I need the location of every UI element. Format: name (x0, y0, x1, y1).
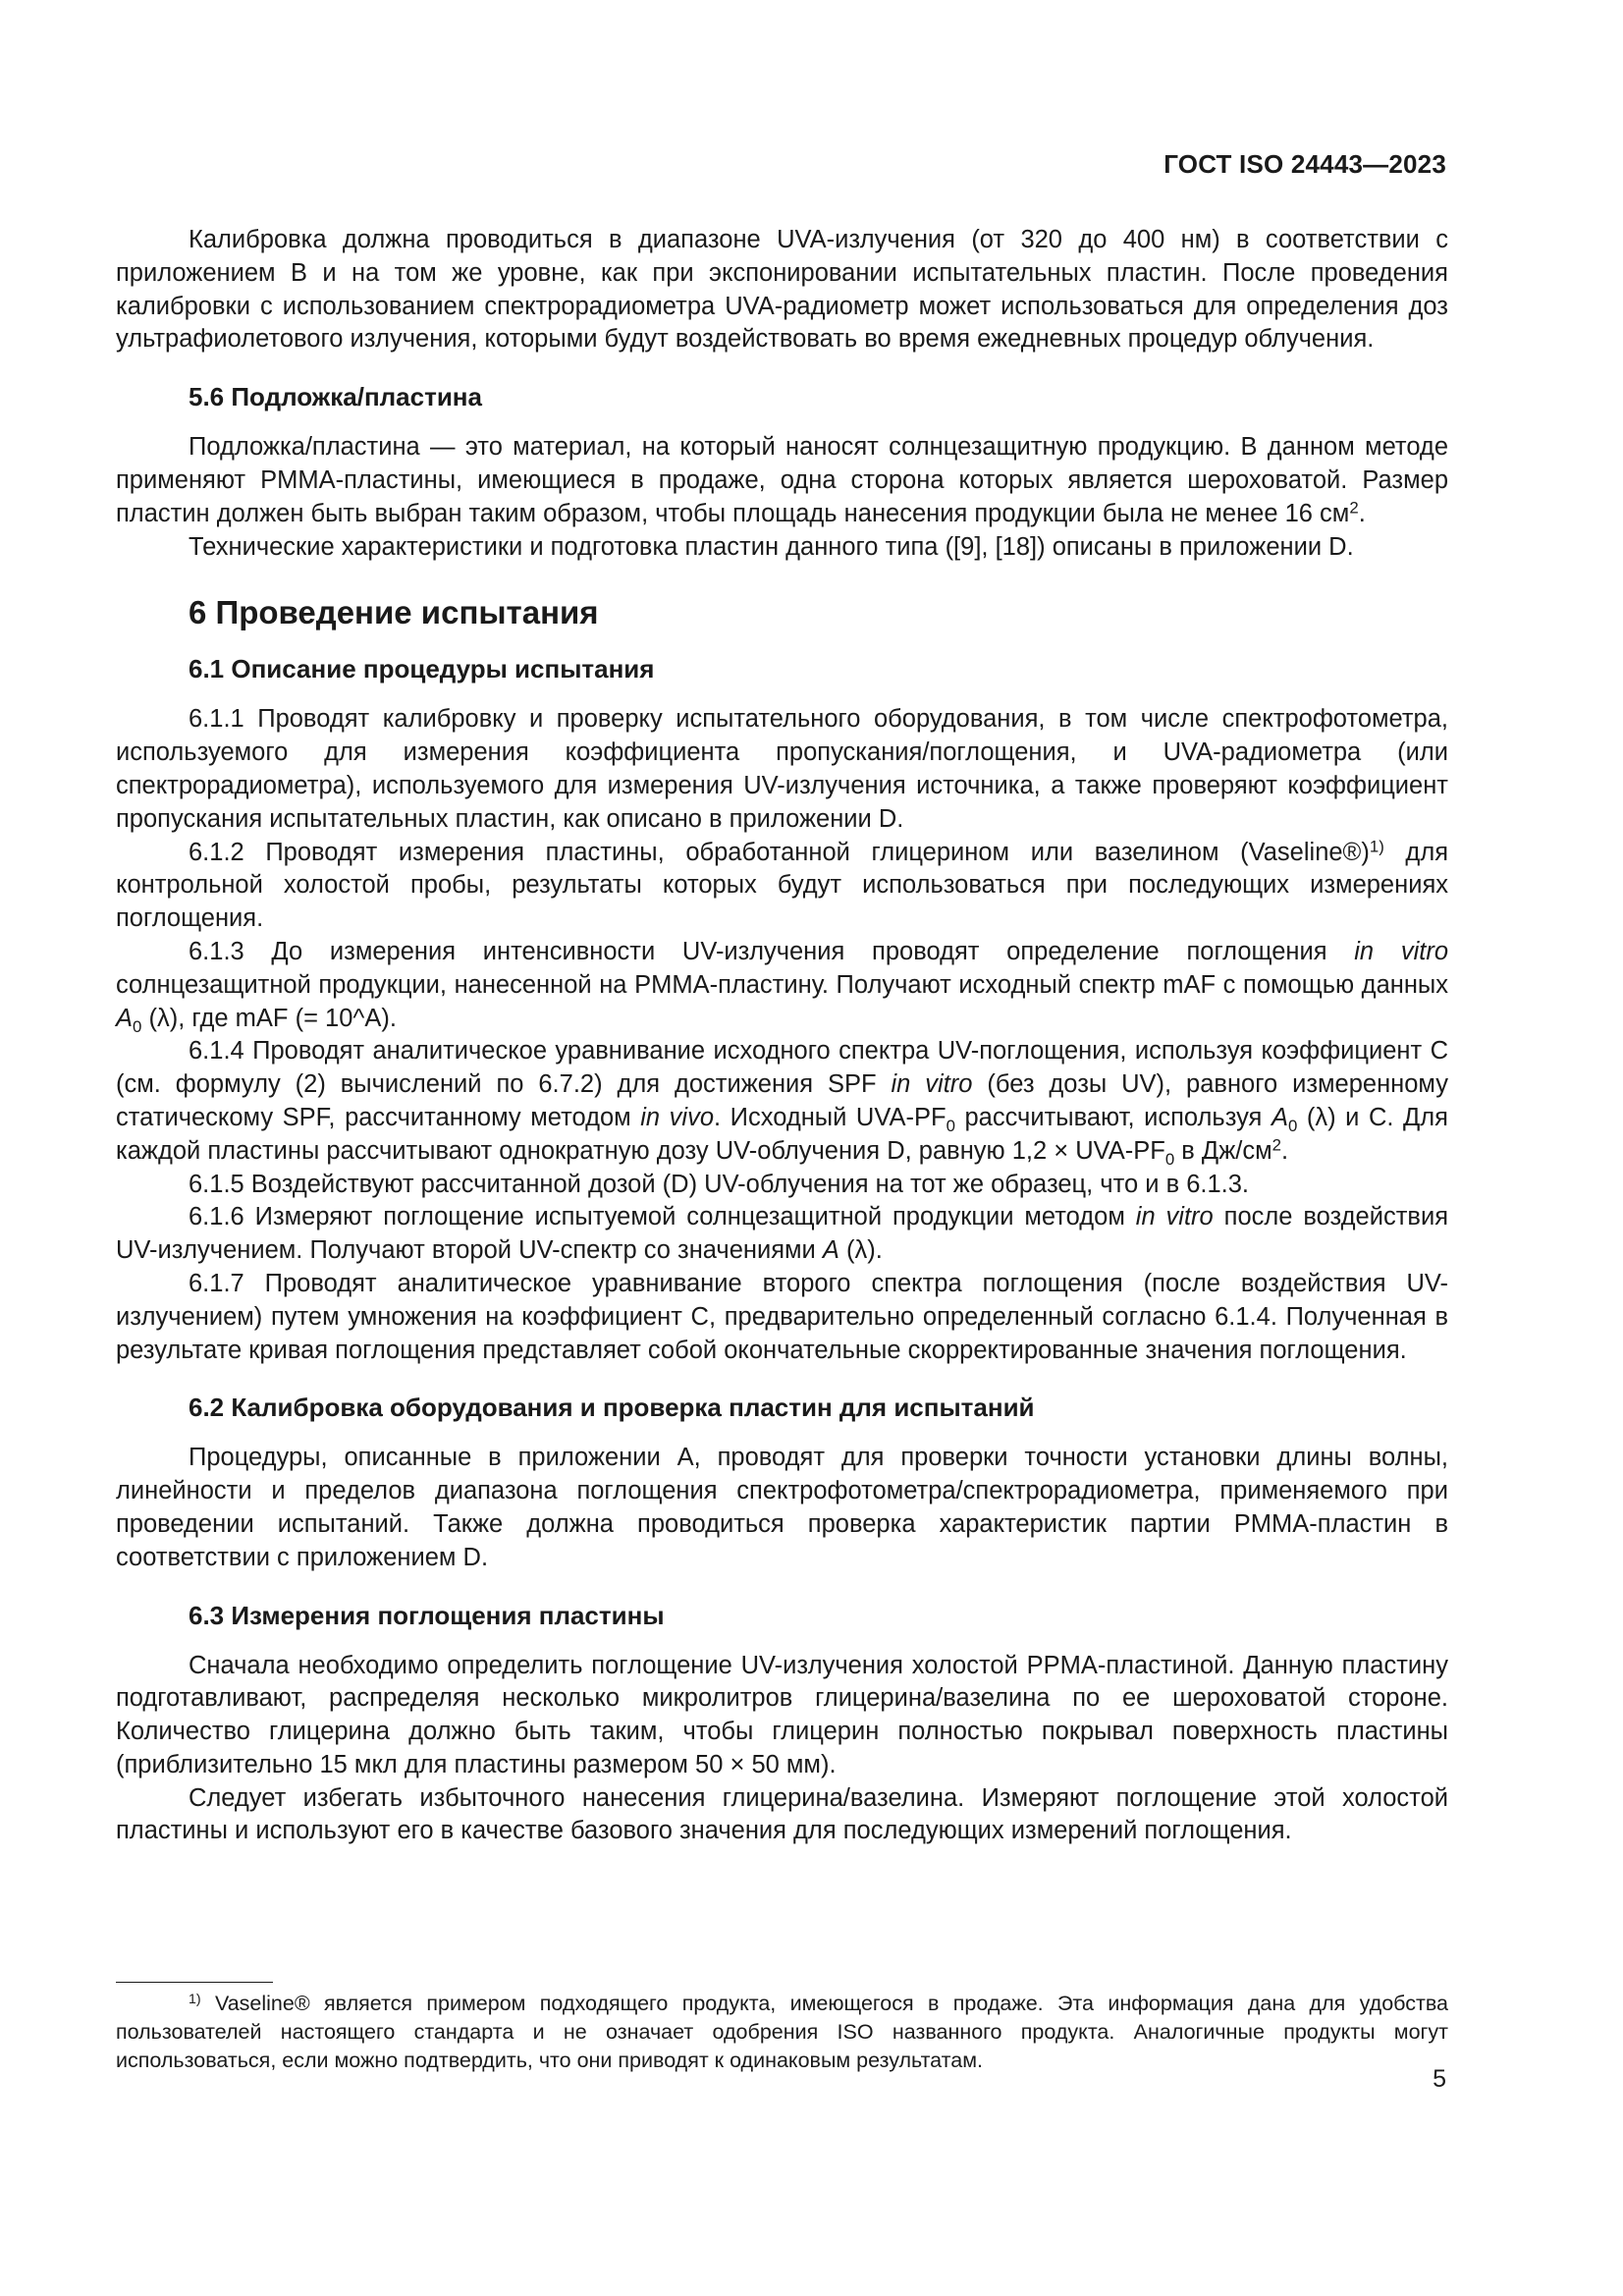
paragraph: Технические характеристики и подготовка пластин данного типа ([9], [18]) описаны в приложении D. (189, 532, 1354, 561)
section-heading-5-6: 5.6 Подложка/пластина (189, 382, 482, 412)
section-heading-6-1: 6.1 Описание процедуры испытания (189, 654, 655, 684)
paragraph: Сначала необходимо определить поглощение UV-излучения холостой PPMA-пластиной. Данную пластину подготавливают, распределяя несколько микролитров глицерина/вазелина по ее шероховатой стороне. Количество глицерина должно быть таким, чтобы глицерин полностью покрывал поверхность пластины (приблизительно 15 мкл для пластины размером 50 × 50 мм). (116, 1651, 1448, 1778)
footnote-divider (116, 1982, 273, 1983)
document-header: ГОСТ ISO 24443—2023 (1163, 149, 1446, 179)
paragraph-6-1-5: 6.1.5 Воздействуют рассчитанной дозой (D) UV-облучения на тот же образец, что и в 6.1.3. (189, 1170, 1250, 1198)
paragraph-6-1-2: 6.1.2 Проводят измерения пластины, обработанной глицерином или вазелином (Vaseline®)$^{1)}$ для контрольной холостой пробы, результаты которых будут использоваться при последующих измерениях поглощения. (116, 837, 1449, 933)
paragraph: Следует избегать избыточного нанесения глицерина/вазелина. Измеряют поглощение этой холостой пластины и используют его в качестве базового значения для последующих измерений поглощения. (116, 1783, 1448, 1845)
footnote-ref: 1) (1369, 837, 1384, 856)
footnote: $^{1)}$ Vaseline® является примером подходящего продукта, имеющегося в продаже. Эта информация дана для удобства пользователей настоящего стандарта и не означает одобрения ISO названного продукта. Аналогичные продукты могут использоваться, если можно подтвердить, что они приводят к одинаковым результатам. (116, 1991, 1448, 2072)
paragraph: Процедуры, описанные в приложении А, проводят для проверки точности установки длины волны, линейности и пределов диапазона поглощения спектрофотометра/спектрорадиометра, применяемого при проведении испытаний. Также должна проводиться проверка характеристик партии PMMA-пластин в соответствии с приложением D. (116, 1444, 1448, 1571)
paragraph-6-1-6: 6.1.6 Измеряют поглощение испытуемой солнцезащитной продукции методом in vitro после воздействия UV-излучением. Получают второй UV-спектр со значениями A (λ). (116, 1203, 1449, 1265)
section-heading-6: 6 Проведение испытания (189, 594, 599, 631)
paragraph-6-1-1: 6.1.1 Проводят калибровку и проверку испытательного оборудования, в том числе спектрофотометра, используемого для измерения коэффициента пропускания/поглощения, и UVA-радиометра (или спектрорадиометра), используемого для измерения UV-излучения источника, а также проверяют коэффициент пропускания испытательных пластин, как описано в приложении D. (116, 705, 1448, 833)
footnote-mark: 1) (189, 1991, 201, 2007)
paragraph: Калибровка должна проводиться в диапазоне UVA-излучения (от 320 до 400 нм) в соответствии с приложением В и на том же уровне, как при экспонировании испытательных пластин. После проведения калибровки с использованием спектрорадиометра UVA-радиометр может использоваться для определения доз ультрафиолетового излучения, которыми будут воздействовать во время ежедневных процедур облучения. (116, 226, 1448, 354)
paragraph-6-1-7: 6.1.7 Проводят аналитическое уравнивание второго спектра поглощения (после воздействия UV-излучением) путем умножения на коэффициент С, предварительно определенный согласно 6.1.4. Полученная в результате кривая поглощения представляет собой окончательные скорректированные значения поглощения. (116, 1269, 1448, 1364)
paragraph-6-1-3: 6.1.3 До измерения интенсивности UV-излучения проводят определение поглощения in vitro солнцезащитной продукции, нанесенной на PMMA-пластину. Получают исходный спектр mAF с помощью данных $A_0$ (λ), где mAF (= 10^A). (116, 937, 1449, 1036)
document-body (116, 224, 1448, 1848)
page-number: 5 (1433, 2065, 1446, 2093)
section-heading-6-3: 6.3 Измерения поглощения пластины (189, 1600, 665, 1630)
paragraph-6-1-4: 6.1.4 Проводят аналитическое уравнивание исходного спектра UV-поглощения, используя коэффициент С (см. формулу (2) вычислений по 6.7.2) для достижения SPF in vitro (без дозы UV), равного измеренному статическому SPF, рассчитанному методом in vivo. Исходный UVA-$PF_0$ рассчитывают, используя $A_0$ (λ) и С. Для каждой пластины рассчитывают однократную дозу UV-облучения D, равную 1,2 × UVA-$PF_0$ в $Дж/см^2$. (116, 1037, 1448, 1169)
section-heading-6-2: 6.2 Калибровка оборудования и проверка пластин для испытаний (189, 1393, 1035, 1423)
paragraph: Подложка/пластина — это материал, на который наносят солнцезащитную продукцию. В данном методе применяют PMMA-пластины, имеющиеся в продаже, одна сторона которых является шероховатой. Размер пластин должен быть выбран таким образом, чтобы площадь нанесения продукции была не менее 16 $см^2$. (116, 433, 1448, 527)
